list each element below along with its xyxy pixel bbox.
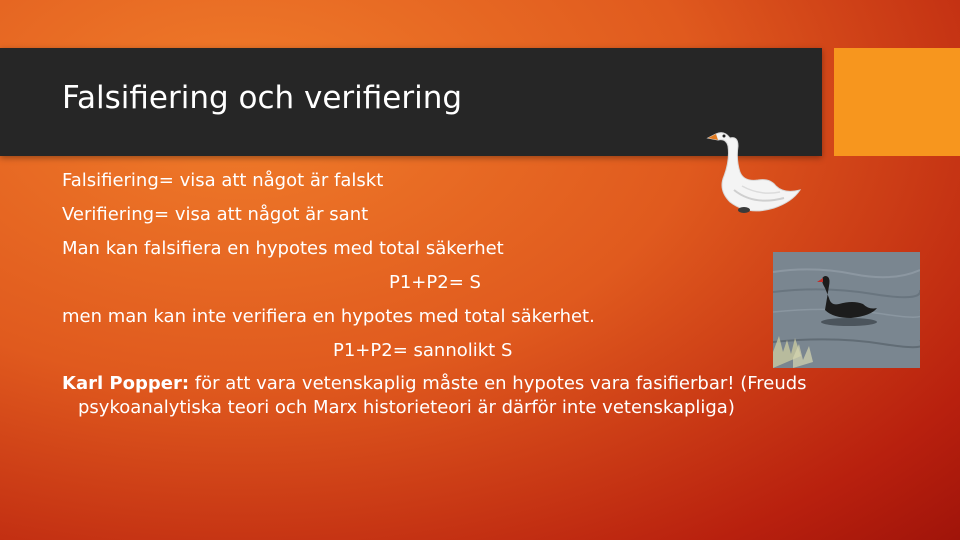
slide-title: Falsifiering och verifiering <box>62 80 463 116</box>
black-swan-image <box>773 252 920 368</box>
formula-line-s: P1+P2= S <box>389 272 481 293</box>
bullet-line-verifiering: Verifiering= visa att något är sant <box>62 204 369 225</box>
popper-name: Karl Popper: <box>62 373 190 394</box>
formula-line-sannolikt: P1+P2= sannolikt S <box>333 340 513 361</box>
accent-block <box>834 48 960 156</box>
bullet-line-falsifiering: Falsifiering= visa att något är falskt <box>62 170 384 191</box>
body-text <box>62 164 807 420</box>
popper-text: för att vara vetenskaplig måste en hypotes vara fasifierbar! (Freuds psykoanalytiska teori och Marx historieteori är därför inte vetenskapliga) <box>78 373 807 418</box>
bullet-line-falsifiera: Man kan falsifiera en hypotes med total säkerhet <box>62 238 504 259</box>
bullet-line-verifiera: men man kan inte verifiera en hypotes med total säkerhet. <box>62 306 595 327</box>
popper-paragraph <box>62 372 818 420</box>
